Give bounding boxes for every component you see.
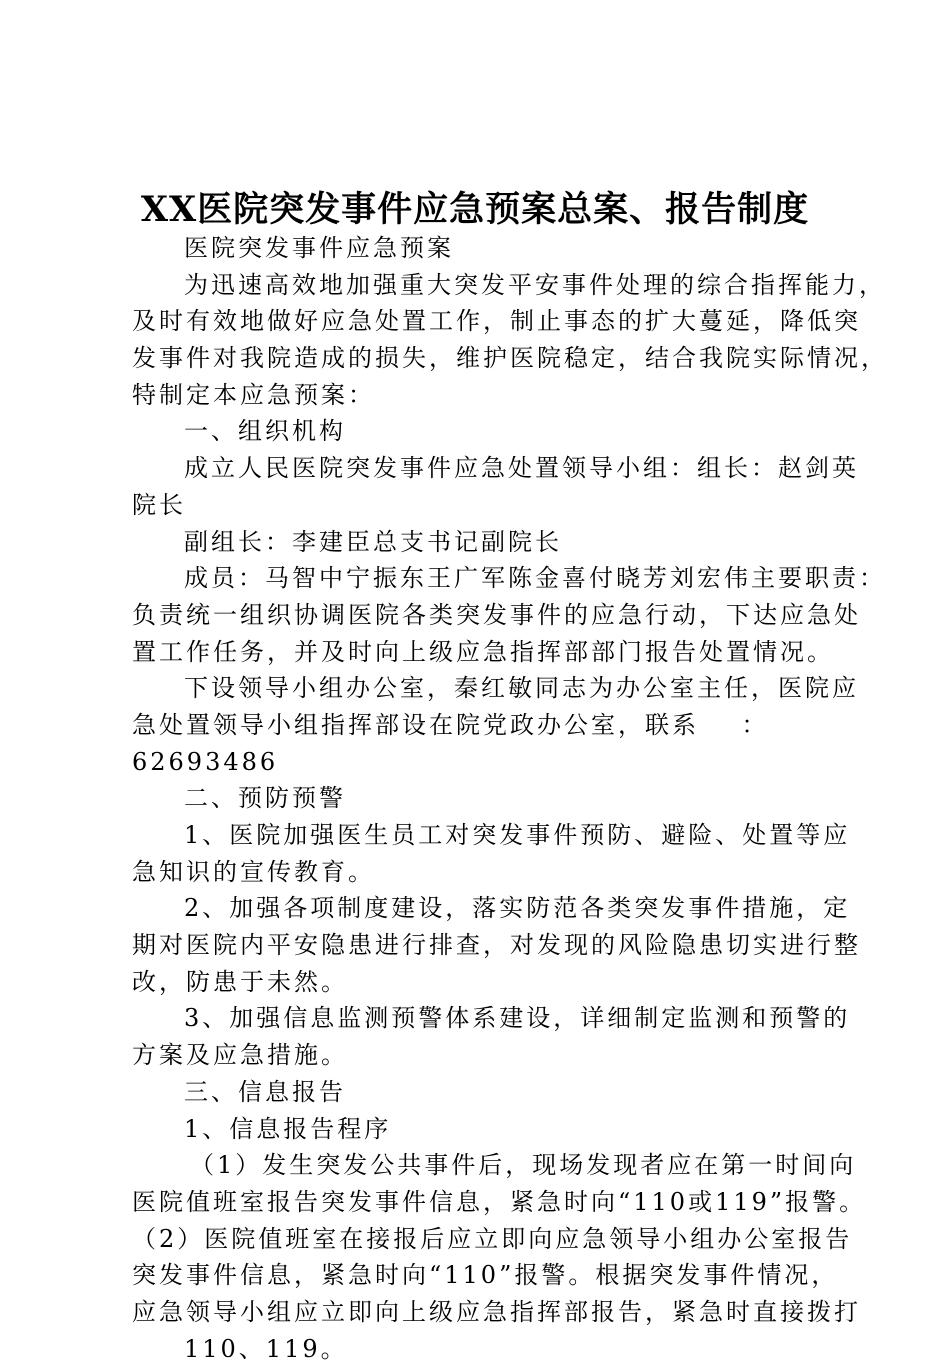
paragraph-line: 负责统一组织协调医院各类突发事件的应急行动，下达应急处 xyxy=(132,600,861,629)
paragraph-line: 改，防患于未然。 xyxy=(132,967,348,996)
paragraph-line: 特制定本应急预案： xyxy=(132,380,375,409)
paragraph-line: 置工作任务，并及时向上级应急指挥部部门报告处置情况。 xyxy=(132,637,834,666)
paragraph-line: 院长 xyxy=(132,490,186,519)
document-title: XX医院突发事件应急预案总案、报告制度 xyxy=(140,189,810,230)
paragraph-line: 为迅速高效地加强重大突发平安事件处理的综合指挥能力， xyxy=(184,270,886,299)
paragraph-line: 2、加强各项制度建设，落实防范各类突发事件措施，定 xyxy=(184,894,851,923)
paragraph-line: 发事件对我院造成的损失，维护医院稳定，结合我院实际情况， xyxy=(132,344,888,373)
paragraph-line: 3、加强信息监测预警体系建设，详细制定监测和预警的 xyxy=(184,1004,851,1033)
paragraph-line: 应急领导小组应立即向上级应急指挥部报告，紧急时直接拨打 xyxy=(132,1297,861,1326)
section-heading: 二、预防预警 xyxy=(184,784,346,813)
paragraph-line: 成员：马智中宁振东王广军陈金喜付晓芳刘宏伟主要职责： xyxy=(184,564,886,593)
subsection-heading: 1、信息报告程序 xyxy=(184,1114,392,1143)
paragraph-line: 急知识的宣传教育。 xyxy=(132,857,375,886)
paragraph-line: 期对医院内平安隐患进行排查，对发现的风险隐患切实进行整 xyxy=(132,931,861,960)
paragraph-line: 急处置领导小组指挥部设在院党政办公室，联系 ： xyxy=(132,710,769,739)
paragraph-line: 成立人民医院突发事件应急处置领导小组：组长：赵剑英 xyxy=(184,454,859,483)
paragraph-line: （1）发生突发公共事件后，现场发现者应在第一时间向 xyxy=(190,1151,857,1180)
section-heading: 一、组织机构 xyxy=(184,417,346,446)
paragraph-line: 医院值班室报告突发事件信息，紧急时向“110或119”报警。 xyxy=(132,1187,867,1216)
phone-number: 62693486 xyxy=(132,747,279,776)
paragraph-line: 及时有效地做好应急处置工作，制止事态的扩大蔓延，降低突 xyxy=(132,307,861,336)
paragraph-line: （2）医院值班室在接报后应立即向应急领导小组办公室报告 xyxy=(132,1224,853,1253)
paragraph-line: 下设领导小组办公室，秦红敏同志为办公室主任，医院应 xyxy=(184,674,859,703)
subtitle: 医院突发事件应急预案 xyxy=(184,234,454,262)
paragraph-line: 方案及应急措施。 xyxy=(132,1041,348,1070)
paragraph-line: 110、119。 xyxy=(184,1334,348,1363)
paragraph-line: 副组长：李建臣总支书记副院长 xyxy=(184,527,562,556)
paragraph-line: 1、医院加强医生员工对突发事件预防、避险、处置等应 xyxy=(184,821,851,849)
document-body xyxy=(132,230,888,1367)
paragraph-line: 突发事件信息，紧急时向“110”报警。根据突发事件情况， xyxy=(132,1261,839,1290)
section-heading: 三、信息报告 xyxy=(184,1077,346,1106)
